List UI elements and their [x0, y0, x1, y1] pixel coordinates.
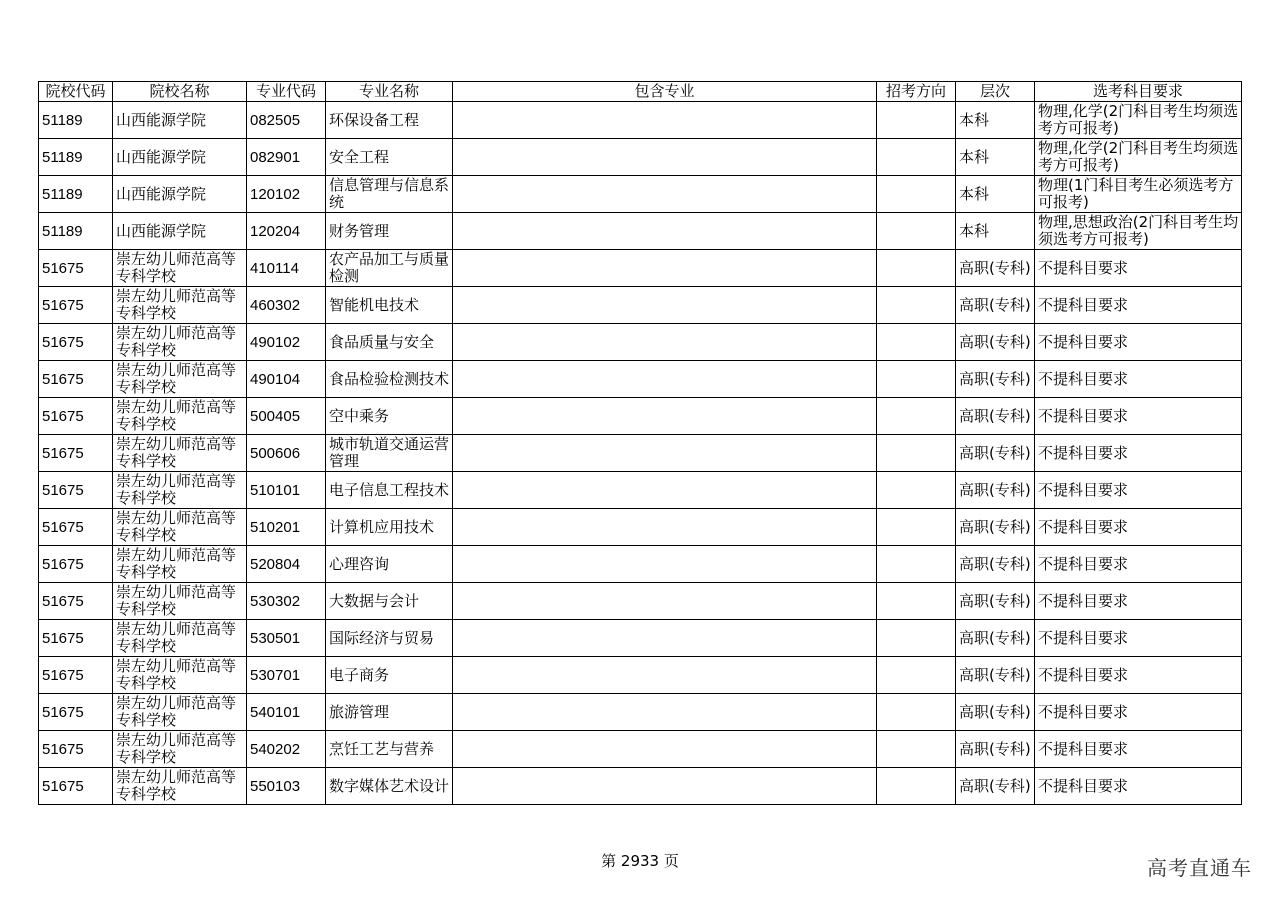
cell-school-code: 51675 [39, 620, 113, 657]
cell-direction [877, 731, 956, 768]
cell-school-name: 崇左幼儿师范高等专科学校 [113, 657, 247, 694]
cell-major-code: 510101 [247, 472, 326, 509]
cell-major-name: 电子商务 [326, 657, 453, 694]
cell-major-code: 530501 [247, 620, 326, 657]
cell-direction [877, 472, 956, 509]
cell-direction [877, 694, 956, 731]
cell-subject-requirement: 物理,化学(2门科目考生均须选考方可报考) [1035, 102, 1242, 139]
header-major-name: 专业名称 [326, 82, 453, 102]
cell-major-name: 财务管理 [326, 213, 453, 250]
cell-major-name: 农产品加工与质量检测 [326, 250, 453, 287]
cell-major-name: 大数据与会计 [326, 583, 453, 620]
cell-major-code: 490104 [247, 361, 326, 398]
watermark: 高考直通车 [1147, 856, 1252, 880]
cell-major-name: 环保设备工程 [326, 102, 453, 139]
cell-subject-requirement: 物理,化学(2门科目考生均须选考方可报考) [1035, 139, 1242, 176]
cell-included-majors [453, 472, 877, 509]
cell-major-name: 数字媒体艺术设计 [326, 768, 453, 805]
header-major-code: 专业代码 [247, 82, 326, 102]
cell-subject-requirement: 物理,思想政治(2门科目考生均须选考方可报考) [1035, 213, 1242, 250]
table-row [39, 250, 1242, 287]
cell-included-majors [453, 139, 877, 176]
cell-direction [877, 324, 956, 361]
cell-school-code: 51675 [39, 768, 113, 805]
header-school-name: 院校名称 [113, 82, 247, 102]
cell-direction [877, 250, 956, 287]
table-row [39, 361, 1242, 398]
cell-school-name: 崇左幼儿师范高等专科学校 [113, 620, 247, 657]
cell-subject-requirement: 不提科目要求 [1035, 509, 1242, 546]
cell-major-name: 计算机应用技术 [326, 509, 453, 546]
cell-school-code: 51675 [39, 583, 113, 620]
cell-major-name: 城市轨道交通运营管理 [326, 435, 453, 472]
cell-included-majors [453, 213, 877, 250]
cell-level: 高职(专科) [956, 768, 1035, 805]
cell-direction [877, 361, 956, 398]
cell-major-code: 520804 [247, 546, 326, 583]
table-row [39, 398, 1242, 435]
cell-level: 高职(专科) [956, 435, 1035, 472]
cell-major-name: 空中乘务 [326, 398, 453, 435]
cell-included-majors [453, 361, 877, 398]
cell-major-name: 食品质量与安全 [326, 324, 453, 361]
page-number: 第 2933 页 [601, 852, 679, 870]
cell-school-name: 崇左幼儿师范高等专科学校 [113, 287, 247, 324]
cell-level: 本科 [956, 139, 1035, 176]
table-row [39, 213, 1242, 250]
cell-subject-requirement: 物理(1门科目考生必须选考方可报考) [1035, 176, 1242, 213]
cell-major-code: 530302 [247, 583, 326, 620]
cell-included-majors [453, 287, 877, 324]
cell-direction [877, 102, 956, 139]
cell-level: 高职(专科) [956, 324, 1035, 361]
cell-school-code: 51675 [39, 509, 113, 546]
cell-included-majors [453, 768, 877, 805]
table-row [39, 620, 1242, 657]
table-row [39, 731, 1242, 768]
cell-school-code: 51675 [39, 287, 113, 324]
cell-subject-requirement: 不提科目要求 [1035, 583, 1242, 620]
cell-major-code: 530701 [247, 657, 326, 694]
cell-major-name: 食品检验检测技术 [326, 361, 453, 398]
cell-included-majors [453, 398, 877, 435]
cell-major-code: 540101 [247, 694, 326, 731]
cell-school-name: 崇左幼儿师范高等专科学校 [113, 694, 247, 731]
table-row [39, 768, 1242, 805]
cell-school-code: 51189 [39, 102, 113, 139]
cell-direction [877, 620, 956, 657]
table-row [39, 694, 1242, 731]
table-row [39, 435, 1242, 472]
cell-direction [877, 398, 956, 435]
cell-school-code: 51675 [39, 546, 113, 583]
cell-level: 高职(专科) [956, 546, 1035, 583]
cell-school-code: 51675 [39, 250, 113, 287]
cell-major-code: 500405 [247, 398, 326, 435]
cell-subject-requirement: 不提科目要求 [1035, 361, 1242, 398]
cell-school-name: 崇左幼儿师范高等专科学校 [113, 583, 247, 620]
table-row [39, 324, 1242, 361]
cell-included-majors [453, 176, 877, 213]
table-row [39, 546, 1242, 583]
cell-school-code: 51675 [39, 398, 113, 435]
cell-subject-requirement: 不提科目要求 [1035, 398, 1242, 435]
cell-major-name: 智能机电技术 [326, 287, 453, 324]
cell-direction [877, 213, 956, 250]
cell-level: 高职(专科) [956, 509, 1035, 546]
cell-school-code: 51675 [39, 694, 113, 731]
cell-included-majors [453, 435, 877, 472]
cell-major-name: 国际经济与贸易 [326, 620, 453, 657]
cell-included-majors [453, 583, 877, 620]
cell-direction [877, 657, 956, 694]
cell-subject-requirement: 不提科目要求 [1035, 731, 1242, 768]
cell-level: 本科 [956, 102, 1035, 139]
cell-subject-requirement: 不提科目要求 [1035, 694, 1242, 731]
cell-major-name: 心理咨询 [326, 546, 453, 583]
cell-direction [877, 768, 956, 805]
cell-school-code: 51189 [39, 213, 113, 250]
table-row [39, 472, 1242, 509]
cell-level: 高职(专科) [956, 398, 1035, 435]
header-included-majors: 包含专业 [453, 82, 877, 102]
header-direction: 招考方向 [877, 82, 956, 102]
cell-school-name: 山西能源学院 [113, 176, 247, 213]
cell-school-name: 崇左幼儿师范高等专科学校 [113, 361, 247, 398]
header-subject-requirement: 选考科目要求 [1035, 82, 1242, 102]
cell-school-name: 崇左幼儿师范高等专科学校 [113, 250, 247, 287]
cell-subject-requirement: 不提科目要求 [1035, 250, 1242, 287]
cell-direction [877, 435, 956, 472]
table-row [39, 509, 1242, 546]
cell-major-name: 信息管理与信息系统 [326, 176, 453, 213]
cell-subject-requirement: 不提科目要求 [1035, 472, 1242, 509]
cell-major-code: 460302 [247, 287, 326, 324]
admission-table [38, 81, 1242, 805]
table-row [39, 657, 1242, 694]
header-level: 层次 [956, 82, 1035, 102]
cell-subject-requirement: 不提科目要求 [1035, 287, 1242, 324]
table-row [39, 102, 1242, 139]
cell-major-code: 410114 [247, 250, 326, 287]
cell-included-majors [453, 694, 877, 731]
cell-major-name: 旅游管理 [326, 694, 453, 731]
cell-major-code: 500606 [247, 435, 326, 472]
header-row [39, 82, 1242, 102]
cell-level: 高职(专科) [956, 731, 1035, 768]
cell-major-code: 082505 [247, 102, 326, 139]
cell-level: 高职(专科) [956, 361, 1035, 398]
table-body [39, 102, 1242, 805]
cell-included-majors [453, 324, 877, 361]
header-school-code: 院校代码 [39, 82, 113, 102]
cell-school-name: 崇左幼儿师范高等专科学校 [113, 546, 247, 583]
cell-school-code: 51675 [39, 324, 113, 361]
cell-school-name: 山西能源学院 [113, 102, 247, 139]
table-row [39, 176, 1242, 213]
cell-major-code: 082901 [247, 139, 326, 176]
cell-level: 高职(专科) [956, 694, 1035, 731]
cell-direction [877, 176, 956, 213]
table-row [39, 583, 1242, 620]
table-row [39, 139, 1242, 176]
cell-subject-requirement: 不提科目要求 [1035, 768, 1242, 805]
cell-level: 本科 [956, 213, 1035, 250]
cell-included-majors [453, 509, 877, 546]
cell-direction [877, 139, 956, 176]
cell-school-name: 山西能源学院 [113, 139, 247, 176]
cell-included-majors [453, 102, 877, 139]
cell-level: 高职(专科) [956, 620, 1035, 657]
cell-level: 高职(专科) [956, 472, 1035, 509]
cell-direction [877, 583, 956, 620]
cell-subject-requirement: 不提科目要求 [1035, 435, 1242, 472]
cell-school-code: 51189 [39, 176, 113, 213]
cell-level: 高职(专科) [956, 287, 1035, 324]
cell-included-majors [453, 250, 877, 287]
cell-level: 本科 [956, 176, 1035, 213]
cell-major-code: 540202 [247, 731, 326, 768]
cell-major-code: 550103 [247, 768, 326, 805]
cell-subject-requirement: 不提科目要求 [1035, 546, 1242, 583]
cell-school-name: 崇左幼儿师范高等专科学校 [113, 324, 247, 361]
cell-major-code: 510201 [247, 509, 326, 546]
cell-major-name: 安全工程 [326, 139, 453, 176]
cell-school-code: 51675 [39, 731, 113, 768]
cell-level: 高职(专科) [956, 250, 1035, 287]
cell-school-name: 崇左幼儿师范高等专科学校 [113, 509, 247, 546]
cell-level: 高职(专科) [956, 657, 1035, 694]
cell-included-majors [453, 546, 877, 583]
cell-school-name: 崇左幼儿师范高等专科学校 [113, 398, 247, 435]
cell-subject-requirement: 不提科目要求 [1035, 657, 1242, 694]
cell-major-name: 烹饪工艺与营养 [326, 731, 453, 768]
cell-direction [877, 509, 956, 546]
cell-major-code: 120102 [247, 176, 326, 213]
cell-direction [877, 287, 956, 324]
table-row [39, 287, 1242, 324]
cell-included-majors [453, 657, 877, 694]
cell-school-name: 山西能源学院 [113, 213, 247, 250]
cell-included-majors [453, 620, 877, 657]
cell-level: 高职(专科) [956, 583, 1035, 620]
cell-subject-requirement: 不提科目要求 [1035, 620, 1242, 657]
cell-subject-requirement: 不提科目要求 [1035, 324, 1242, 361]
cell-school-name: 崇左幼儿师范高等专科学校 [113, 472, 247, 509]
cell-school-code: 51675 [39, 472, 113, 509]
cell-major-name: 电子信息工程技术 [326, 472, 453, 509]
cell-direction [877, 546, 956, 583]
cell-school-code: 51675 [39, 435, 113, 472]
cell-school-code: 51675 [39, 361, 113, 398]
cell-school-code: 51189 [39, 139, 113, 176]
cell-included-majors [453, 731, 877, 768]
cell-major-code: 120204 [247, 213, 326, 250]
cell-school-name: 崇左幼儿师范高等专科学校 [113, 768, 247, 805]
cell-school-name: 崇左幼儿师范高等专科学校 [113, 435, 247, 472]
cell-major-code: 490102 [247, 324, 326, 361]
cell-school-name: 崇左幼儿师范高等专科学校 [113, 731, 247, 768]
cell-school-code: 51675 [39, 657, 113, 694]
